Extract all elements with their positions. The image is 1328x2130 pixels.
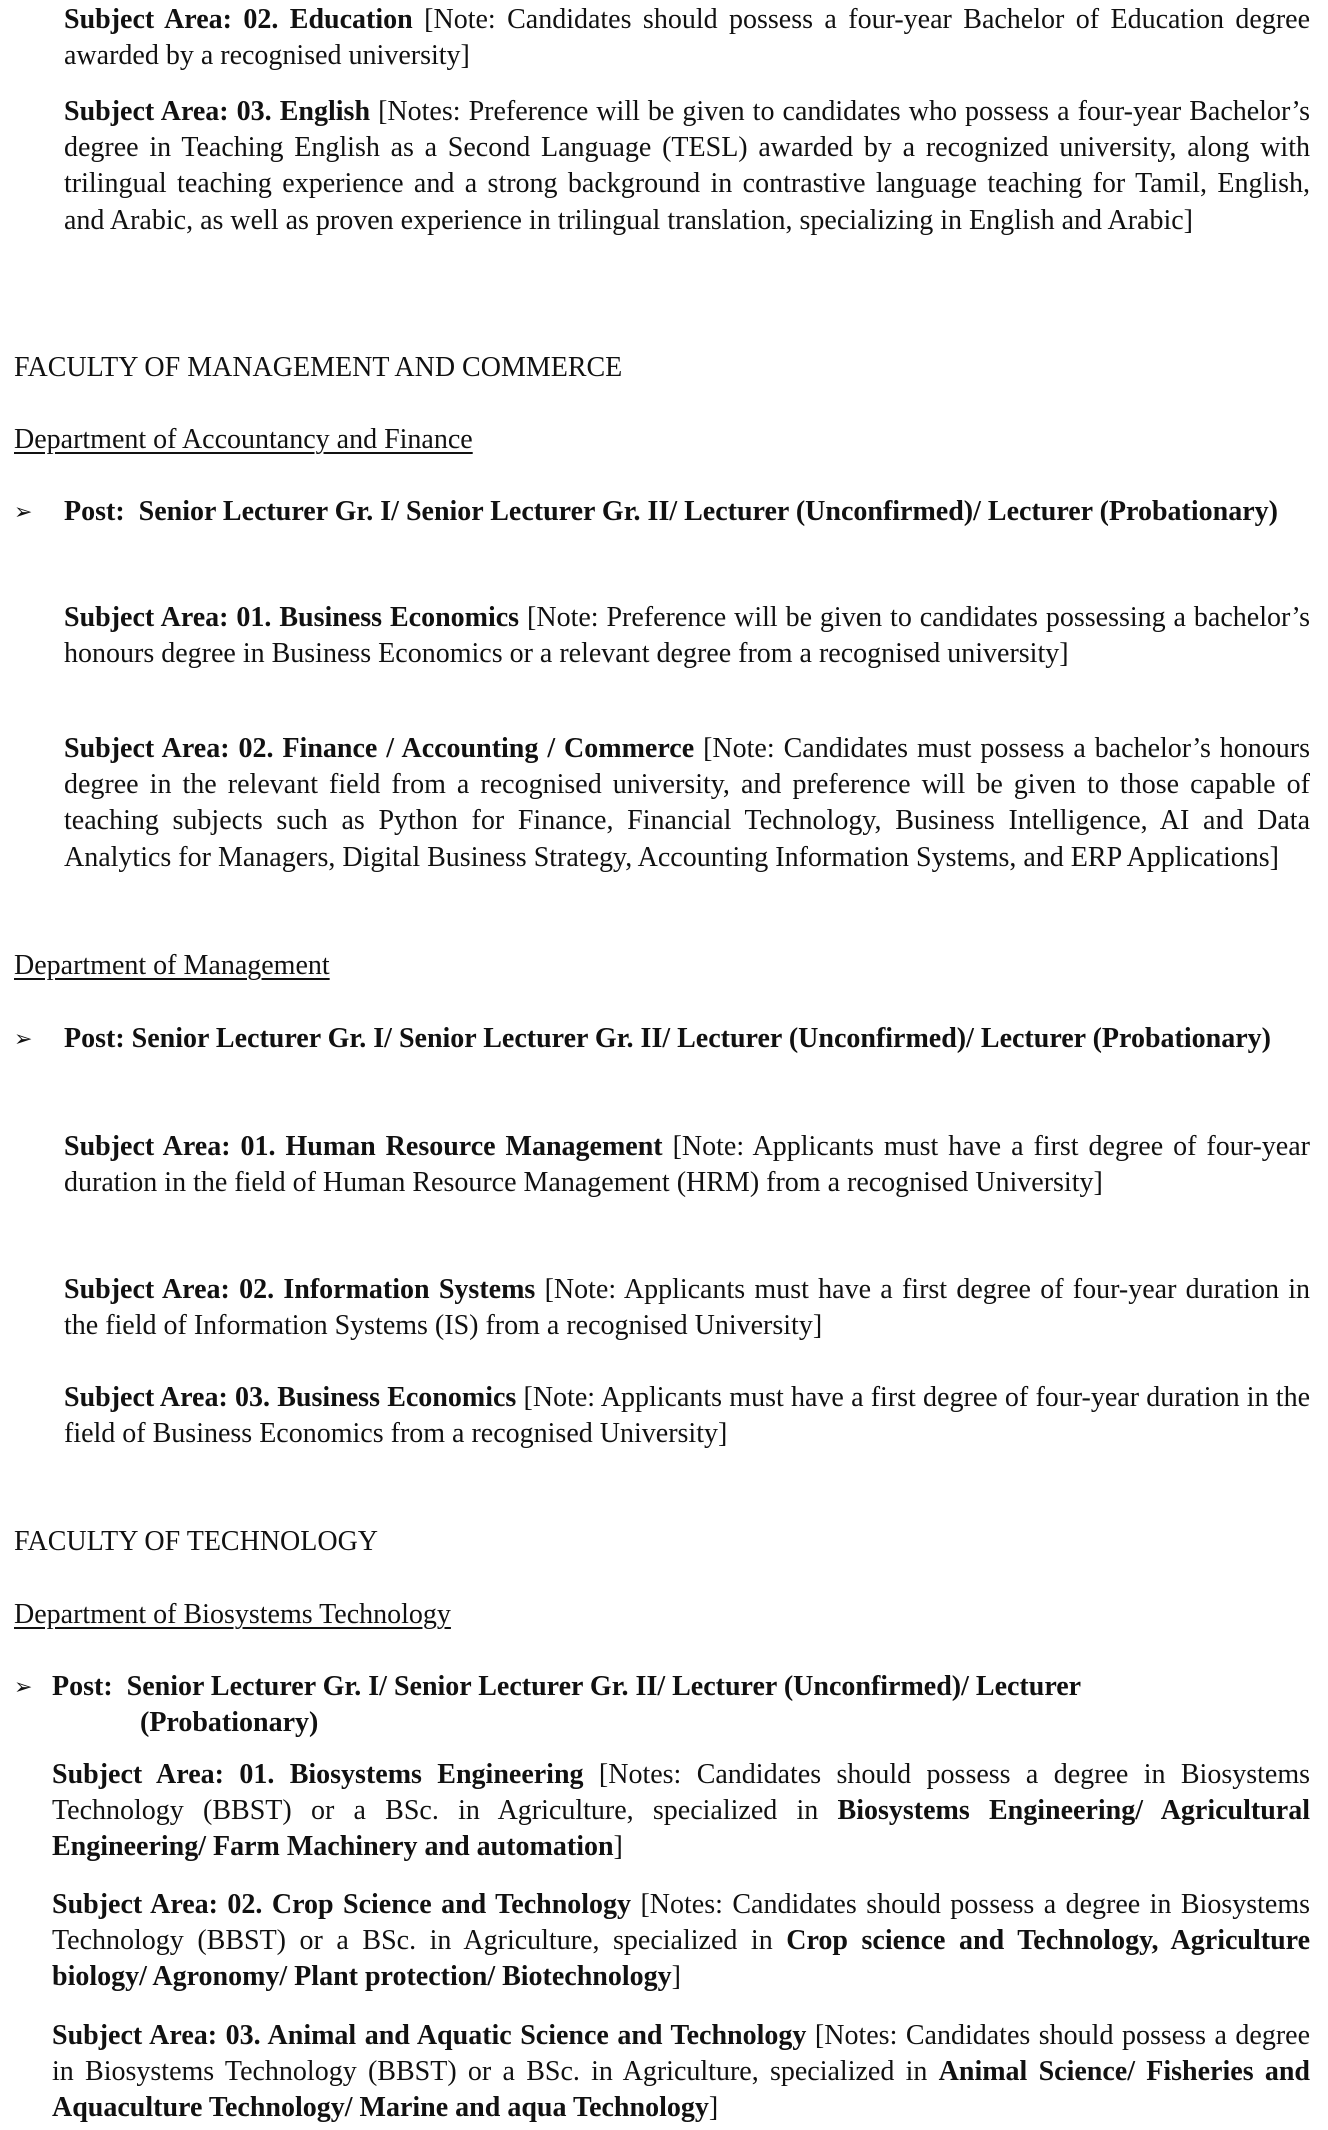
subject-area-note: [Notes: Candidates should possess a degree in Biosystems Technology (BBST) or a BSc. in Agriculture, specialized in bbox=[52, 1759, 1310, 1827]
bracket-end: ] bbox=[708, 2092, 719, 2124]
subject-area-crop-science bbox=[52, 1887, 1310, 1996]
arrow-bullet-icon: ➢ bbox=[14, 1674, 33, 1699]
subject-area-biosystems-engineering bbox=[52, 1757, 1310, 1866]
subject-area-label: Subject Area: 02. Information Systems bbox=[64, 1274, 536, 1305]
subject-area-specialization: Biosystems Engineering/ Agricultural Engineering/ Farm Machinery and automation bbox=[52, 1795, 1311, 1863]
subject-area-note: [Notes: Preference will be given to candidates who possess a four-year Bachelor’s degree in Teaching English as a Second Language (TESL) awarded by a recognized university, along with trilingual teaching experience and a strong background in contrastive language teaching for Tamil, English, and Arabic, as well as proven experience in trilingual translation, specializing in English and Arabic] bbox=[64, 96, 1311, 236]
post-text: Senior Lecturer Gr. I/ Senior Lecturer Gr. II/ Lecturer (Unconfirmed)/ Lecturer (Probationary) bbox=[131, 1023, 1271, 1054]
subject-area-animal-aquatic bbox=[52, 2018, 1310, 2127]
bracket-end: ] bbox=[613, 1831, 623, 1863]
subject-area-note: [Note: Candidates must possess a bachelor’s honours degree in the relevant field from a recognised university, and preference will be given to those capable of teaching subjects such as Python for Finance, Financial Technology, Business Intelligence, AI and Data Analytics for Managers, Digital Business Strategy, Accounting Information Systems, and ERP Applications] bbox=[64, 733, 1311, 873]
arrow-bullet-icon: ➢ bbox=[14, 1026, 33, 1051]
subject-area-education bbox=[64, 2, 1310, 74]
subject-area-finance bbox=[64, 731, 1310, 876]
faculty-heading-management: FACULTY OF MANAGEMENT AND COMMERCE bbox=[14, 352, 623, 383]
subject-area-note: [Note: Applicants must have a first degree of four-year duration in the field of Human Resource Management (HRM) from a recognised University] bbox=[64, 1131, 1310, 1199]
post-text-line1: Senior Lecturer Gr. I/ Senior Lecturer Gr. II/ Lecturer (Unconfirmed)/ Lecturer bbox=[126, 1671, 1082, 1702]
subject-area-note: [Notes: Candidates should possess a degree in Biosystems Technology (BBST) or a BSc. in Agriculture, specialized in bbox=[52, 2020, 1311, 2088]
subject-area-specialization: Crop science and Technology, Agriculture biology/ Agronomy/ Plant protection/ Biotechnology bbox=[52, 1925, 1310, 1993]
subject-area-label: Subject Area: 02. Crop Science and Technology bbox=[52, 1889, 632, 1920]
post-label: Post: bbox=[64, 496, 125, 527]
subject-area-label: Subject Area: 01. Human Resource Management bbox=[64, 1131, 663, 1162]
post-text-line2: (Probationary) bbox=[140, 1707, 319, 1739]
post-label: Post: bbox=[64, 1023, 125, 1054]
arrow-bullet-icon: ➢ bbox=[14, 499, 33, 524]
subject-area-note: [Note: Candidates should possess a four-year Bachelor of Education degree awarded by a recognised university] bbox=[64, 4, 1311, 72]
department-heading-accountancy: Department of Accountancy and Finance bbox=[14, 424, 473, 455]
subject-area-note: [Notes: Candidates should possess a degree in Biosystems Technology (BBST) or a BSc. in Agriculture, specialized in bbox=[52, 1889, 1310, 1957]
department-heading-biosystems: Department of Biosystems Technology bbox=[14, 1599, 451, 1630]
subject-area-label: Subject Area: 02. Education bbox=[64, 4, 413, 35]
subject-area-label: Subject Area: 03. Business Economics bbox=[64, 1382, 517, 1413]
subject-area-note: [Note: Applicants must have a first degree of four-year duration in the field of Information Systems (IS) from a recognised University] bbox=[64, 1274, 1311, 1342]
subject-area-label: Subject Area: 02. Finance / Accounting / Commerce bbox=[64, 733, 695, 764]
subject-area-business-economics bbox=[64, 600, 1310, 672]
post-text: Senior Lecturer Gr. I/ Senior Lecturer Gr. II/ Lecturer (Unconfirmed)/ Lecturer (Probationary) bbox=[138, 496, 1278, 527]
subject-area-note: [Note: Applicants must have a first degree of four-year duration in the field of Business Economics from a recognised University] bbox=[64, 1382, 1311, 1450]
post-item bbox=[14, 1669, 1310, 1741]
subject-area-hrm bbox=[64, 1129, 1310, 1201]
post-item bbox=[14, 494, 1310, 530]
subject-area-label: Subject Area: 03. English bbox=[64, 96, 371, 127]
subject-area-label: Subject Area: 01. Biosystems Engineering bbox=[52, 1759, 584, 1790]
subject-area-information-systems bbox=[64, 1272, 1310, 1344]
bracket-end: ] bbox=[671, 1961, 681, 1993]
post-label: Post: bbox=[52, 1671, 113, 1702]
faculty-heading-technology: FACULTY OF TECHNOLOGY bbox=[14, 1526, 379, 1557]
post-item bbox=[14, 1021, 1310, 1057]
subject-area-label: Subject Area: 01. Business Economics bbox=[64, 602, 520, 633]
subject-area-english bbox=[64, 94, 1310, 239]
subject-area-label: Subject Area: 03. Animal and Aquatic Science and Technology bbox=[52, 2020, 807, 2051]
subject-area-business-economics-mgmt bbox=[64, 1380, 1310, 1452]
department-heading-management: Department of Management bbox=[14, 950, 330, 981]
subject-area-specialization: Animal Science/ Fisheries and Aquaculture Technology/ Marine and aqua Technology bbox=[52, 2056, 1310, 2124]
subject-area-note: [Note: Preference will be given to candidates possessing a bachelor’s honours degree in Business Economics or a relevant degree from a recognised university] bbox=[64, 602, 1311, 670]
